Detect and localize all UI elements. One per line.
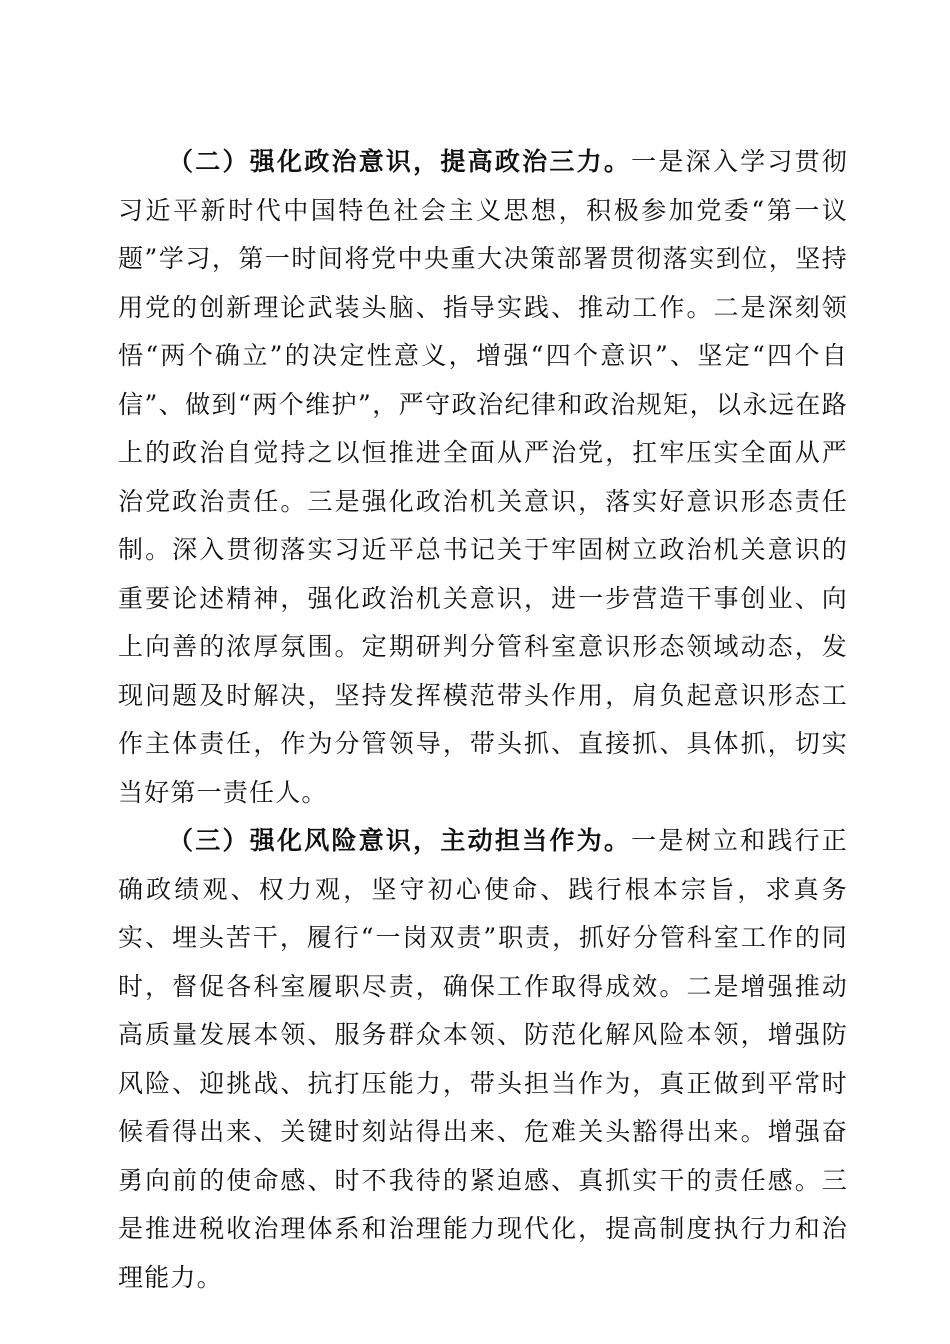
paragraph-political-awareness [118,138,848,817]
paragraph-body: 一是树立和践行正确政绩观、权力观，坚守初心使命、践行根本宗旨，求真务实、埋头苦干，履行“一岗双责”职责，抓好分管科室工作的同时，督促各科室履职尽责，确保工作取得成效。二是增强推动高质量发展本领、服务群众本领、防范化解风险本领，增强防风险、迎挑战、抗打压能力，带头担当作为，真正做到平常时候看得出来、关键时刻站得出来、危难关头豁得出来。增强奋勇向前的使命感、时不我待的紧迫感、真抓实干的责任感。三是推进税收治理体系和治理能力现代化，提高制度执行力和治理能力。 [118,826,848,1292]
paragraph-heading: （三）强化风险意识，主动担当作为。 [168,826,632,855]
document-body [118,138,848,1302]
paragraph-body: 一是深入学习贯彻习近平新时代中国特色社会主义思想，积极参加党委“第一议题”学习，第一时间将党中央重大决策部署贯彻落实到位，坚持用党的创新理论武装头脑、指导实践、推动工作。二是深刻领悟“两个确立”的决定性意义，增强“四个意识”、坚定“四个自信”、做到“两个维护”，严守政治纪律和政治规矩，以永远在路上的政治自觉持之以恒推进全面从严治党，扛牢压实全面从严治党政治责任。三是强化政治机关意识，落实好意识形态责任制。深入贯彻落实习近平总书记关于牢固树立政治机关意识的重要论述精神，强化政治机关意识，进一步营造干事创业、向上向善的浓厚氛围。定期研判分管科室意识形态领域动态，发现问题及时解决，坚持发挥模范带头作用，肩负起意识形态工作主体责任，作为分管领导，带头抓、直接抓、具体抓，切实当好第一责任人。 [118,147,848,807]
paragraph-risk-awareness [118,817,848,1302]
paragraph-heading: （二）强化政治意识，提高政治三力。 [168,147,632,176]
